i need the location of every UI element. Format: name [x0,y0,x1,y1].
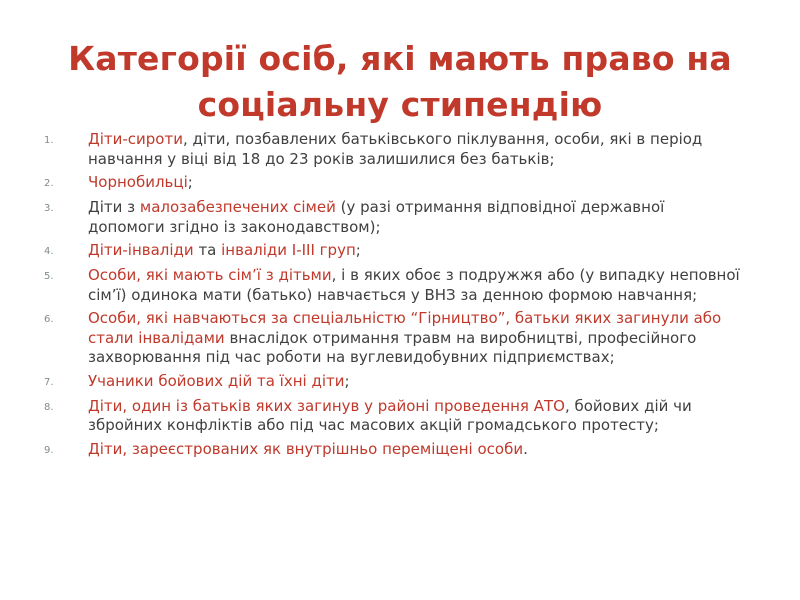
highlighted-text: інваліди І-ІІІ груп [221,241,356,259]
plain-text: , бойових дій чи збройних конфліктів або під час масових акцій громадського протесту; [88,396,692,434]
list-item-number: 1. [44,135,54,146]
list-item-text [88,372,744,392]
highlighted-text: Діти-сироти [88,130,183,148]
plain-text: . [523,439,528,458]
highlighted-text: Особи, які навчаються за спеціальністю “Гірництво”, батьки яких загинули або стали інвалідами [88,309,722,347]
categories-list [44,130,744,465]
plain-text: , і в яких обоє з подружжя або (у випадку неповної сім’ї) одинока мати (батько) навчається у ВНЗ за денною формою навчання; [88,266,740,304]
plain-text: (у разі отримання відповідної державної допомоги згідно із законодавством); [88,198,665,236]
list-item [44,309,744,368]
list-item-text [88,241,744,261]
list-item-number: 9. [44,444,54,456]
list-item [44,372,744,393]
list-item-number: 5. [44,271,54,282]
plain-text: ; [355,241,361,259]
list-item-number: 4. [44,246,54,257]
list-item-number: 8. [44,401,54,413]
highlighted-text: Чорнобильці [88,173,188,191]
plain-text: та [193,241,222,259]
highlighted-text: Діти-інваліди [88,241,194,259]
list-item-number: 7. [44,376,54,388]
list-item-text [88,309,744,368]
highlighted-text: Діти, один із батьків яких загинув у районі проведення АТО [88,396,565,415]
plain-text: ; [344,371,350,390]
highlighted-text: Діти, зареєстрованих як внутрішньо переміщені особи [88,439,524,458]
list-item [44,130,744,169]
list-item-text [88,173,744,193]
list-item-text [88,266,744,305]
list-item [44,173,744,194]
list-item-number: 2. [44,178,54,189]
list-item [44,198,744,237]
list-item-text [88,440,744,460]
list-item-number: 3. [44,203,54,214]
plain-text: внаслідок отримання травм на виробництві, професійного захворювання під час роботи на вуглевидобувних підприємствах; [88,328,697,366]
list-item [44,241,744,262]
highlighted-text: малозабезпечених сімей [139,198,336,216]
list-item [44,440,744,461]
highlighted-text: Учаники бойових дій та їхні діти [88,371,345,390]
list-item-text [88,130,744,169]
plain-text: , діти, позбавлених батьківського піклування, особи, які в період навчання у віці від 18 до 23 років залишилися без батьків; [88,130,703,168]
list-item [44,397,744,436]
plain-text: ; [187,173,193,191]
plain-text: Діти з [88,198,140,216]
list-item-number: 6. [44,314,54,325]
list-item-text [88,198,744,237]
list-item-text [88,397,744,436]
slide-title: Категорії осіб, які мають право на соціальну стипендію [68,39,732,125]
list-item [44,266,744,305]
highlighted-text: Особи, які мають сім’ї з дітьми [88,266,332,284]
